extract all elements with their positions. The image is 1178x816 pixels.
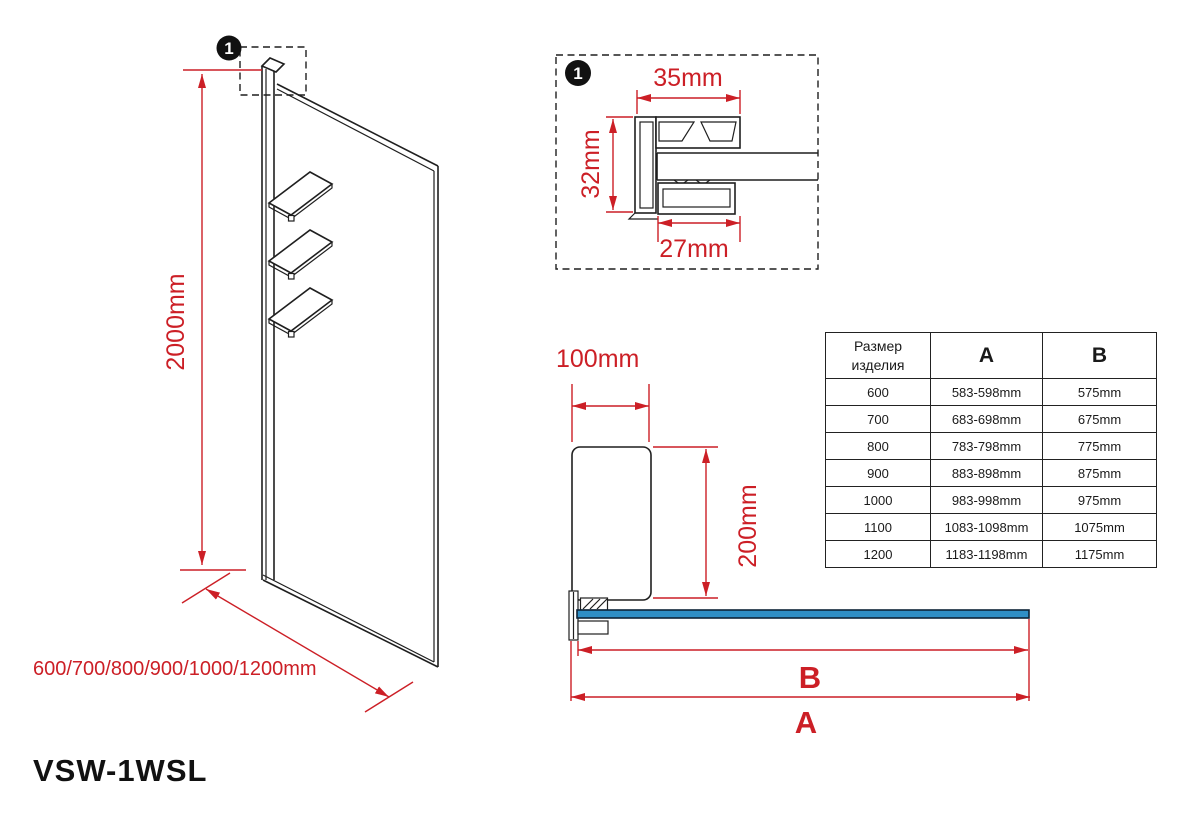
b-cell: 575mm bbox=[1043, 379, 1157, 406]
height-dim-label: 2000mm bbox=[162, 273, 190, 371]
size-cell: 700 bbox=[826, 406, 931, 433]
detail-side-height-dimension bbox=[577, 117, 633, 212]
shelf bbox=[269, 230, 332, 279]
a-cell: 683-698mm bbox=[931, 406, 1043, 433]
bracket-width-dimension bbox=[556, 345, 649, 442]
table-row bbox=[826, 460, 1157, 487]
size-table bbox=[825, 332, 1157, 568]
a-column-header: A bbox=[931, 333, 1043, 379]
b-cell: 775mm bbox=[1043, 433, 1157, 460]
b-cell: 675mm bbox=[1043, 406, 1157, 433]
perspective-view bbox=[33, 36, 438, 713]
height-dimension bbox=[162, 70, 262, 570]
detail-view bbox=[556, 55, 818, 269]
b-column-header: B bbox=[1043, 333, 1157, 379]
shelf bbox=[269, 172, 332, 221]
svg-text:1: 1 bbox=[224, 39, 234, 58]
size-table-header-row bbox=[826, 333, 1157, 379]
b-cell: 1075mm bbox=[1043, 514, 1157, 541]
glass-panel-outline bbox=[263, 84, 438, 667]
table-row bbox=[826, 487, 1157, 514]
table-row bbox=[826, 514, 1157, 541]
size-cell: 1200 bbox=[826, 541, 931, 568]
svg-text:1: 1 bbox=[573, 64, 583, 83]
a-cell: 1183-1198mm bbox=[931, 541, 1043, 568]
b-cell: 1175mm bbox=[1043, 541, 1157, 568]
size-cell: 900 bbox=[826, 460, 931, 487]
size-cell: 800 bbox=[826, 433, 931, 460]
profile-cross-section bbox=[629, 117, 818, 219]
glass-shelves bbox=[269, 172, 332, 337]
bottom-width-label: 27mm bbox=[659, 235, 729, 263]
total-width-label: A bbox=[794, 705, 818, 740]
glass-edge-section bbox=[657, 153, 818, 180]
shelf bbox=[269, 288, 332, 337]
width-options-label: 600/700/800/900/1000/1200mm bbox=[33, 658, 317, 680]
b-cell: 875mm bbox=[1043, 460, 1157, 487]
width-options-dimension bbox=[33, 573, 413, 712]
side-height-label: 32mm bbox=[577, 129, 605, 199]
detail-top-width-dimension bbox=[637, 64, 740, 114]
a-cell: 883-898mm bbox=[931, 460, 1043, 487]
wall-bracket-plan bbox=[572, 447, 651, 600]
size-cell: 1000 bbox=[826, 487, 931, 514]
total-width-dimension bbox=[571, 697, 1030, 740]
table-row bbox=[826, 406, 1157, 433]
table-row bbox=[826, 541, 1157, 568]
b-cell: 975mm bbox=[1043, 487, 1157, 514]
bracket-depth-dimension bbox=[653, 447, 762, 598]
glass-panel-plan bbox=[577, 610, 1029, 618]
model-name-label: VSW-1WSL bbox=[33, 753, 208, 788]
a-cell: 983-998mm bbox=[931, 487, 1043, 514]
detail-marker-1-icon bbox=[565, 60, 591, 86]
size-column-header: Размер изделия bbox=[826, 333, 931, 379]
detail-marker-1-icon bbox=[217, 36, 242, 61]
table-row bbox=[826, 433, 1157, 460]
glass-width-label: B bbox=[798, 660, 822, 695]
glass-width-dimension bbox=[571, 619, 1029, 701]
size-cell: 1100 bbox=[826, 514, 931, 541]
top-width-label: 35mm bbox=[653, 64, 723, 92]
size-cell: 600 bbox=[826, 379, 931, 406]
table-row bbox=[826, 379, 1157, 406]
a-cell: 783-798mm bbox=[931, 433, 1043, 460]
a-cell: 1083-1098mm bbox=[931, 514, 1043, 541]
bracket-width-label: 100mm bbox=[556, 345, 640, 373]
detail-bottom-width-dimension bbox=[658, 216, 740, 263]
bracket-depth-label: 200mm bbox=[734, 484, 762, 568]
a-cell: 583-598mm bbox=[931, 379, 1043, 406]
